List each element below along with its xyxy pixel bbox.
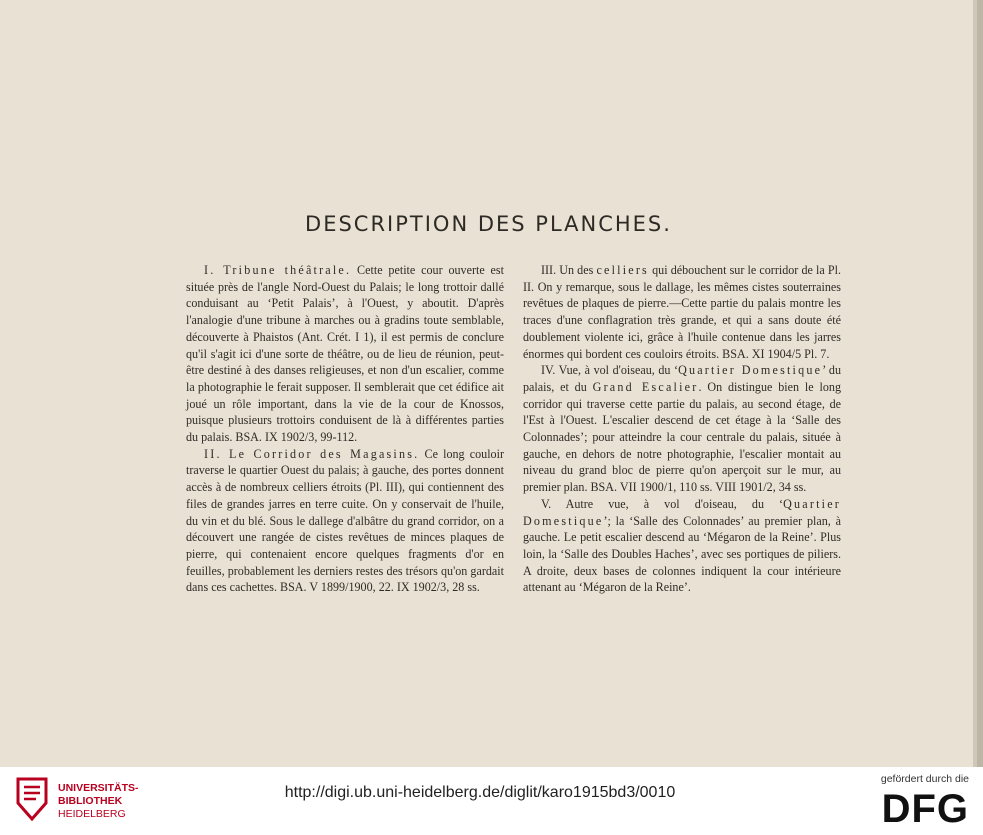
plate-mid: ’ du palais, et du [523, 363, 841, 394]
viewer-footer [0, 767, 983, 835]
plate-spaced-term: Quartier Domestique [523, 496, 841, 528]
plate-lead: IV. Vue, à vol d'oiseau, du ‘ [541, 363, 679, 378]
page-title: DESCRIPTION DES PLANCHES. [305, 212, 672, 237]
plate-text: ’; la ‘Salle des Colonnades’ au premier plan, à gauche. Le petit escalier descend au ‘Mégaron de la Reine’. Plus loin, la ‘Salle des Doubles Haches’, avec ses portiques de piliers. A droite, deux bases de colonnes indiquent la cour intérieure attenant au ‘Mégaron de la Reine’. [523, 513, 841, 595]
plate-heading: I. Tribune théâtrale. [204, 263, 352, 277]
plate-heading: II. Le Corridor des Magasins. [204, 446, 420, 461]
library-name[interactable] [58, 782, 139, 821]
paragraph-plate-4 [523, 362, 841, 496]
page-edge [973, 0, 977, 767]
plate-lead: V. Autre vue, à vol d'oiseau, du ‘ [541, 496, 784, 511]
plate-text: . On distingue bien le long corridor qui traverse cette partie du palais, au second étage, de l'Est à l'Ouest. L'escalier descend de cet étage à la ‘Salle des Colonnades’; pour atteindre la cour centrale du palais, située à gauche, en dehors de notre photographie, l'escalier montait au niveau du grand bloc de pierre qu'on aperçoit sur le mur, au premier plan. BSA. VII 1900/1, 110 ss. VIII 1901/2, 34 ss. [523, 379, 841, 495]
right-column [523, 262, 841, 596]
paragraph-plate-3 [523, 262, 841, 362]
library-line-2: BIBLIOTHEK [58, 795, 123, 807]
permalink-url[interactable]: http://digi.ub.uni-heidelberg.de/diglit/karo1915bd3/0010 [284, 784, 676, 801]
plate-lead: III. Un des [541, 263, 597, 277]
plate-spaced-term: Grand Escalier [592, 379, 699, 394]
paragraph-plate-1 [186, 262, 504, 446]
left-column [186, 262, 504, 596]
plate-text: Cette petite cour ouverte est située près de l'angle Nord-Ouest du Palais; le long trottoir dallé conduisant au ‘Petit Palais’, à l'Ouest, y aboutit. D'après l'analogie d'une tribune à marches ou à gradins toute semblable, découverte à Phaistos (Ant. Crét. I 1), il est permis de conclure qu'il s'agit ici d'une sorte de théâtre, ou de lieu de réunion, peut-être destiné à des danses religieuses, et non d'un escalier, comme la photographie le ferait supposer. Il semblerait que cet édifice ait joué un rôle important, dans la vie de la cour de Knossos, puisque plusieurs trottoirs conduisent de là à différentes parties du palais. BSA. IX 1902/3, 99-112. [186, 263, 504, 445]
plate-text: Ce long couloir traverse le quartier Ouest du palais; à gauche, des portes donnent accès à de nombreux celliers étroits (Pl. III), qui contiennent des files de grandes jarres en terre cuite. On y conservait de l'huile, du vin et du blé. Sous le dallege d'albâtre du grand corridor, on a découvert une rangée de cistes revêtues de minces plaques de pierre, qui contenaient encore quelques fragments d'or en feuilles, probablement les derniers restes des trésors qu'on gardait dans ces cachettes. BSA. V 1899/1900, 22. IX 1902/3, 28 ss. [186, 446, 504, 595]
funding-note: gefördert durch die [880, 773, 969, 785]
plate-spaced-term: celliers [596, 263, 649, 277]
library-line-1: UNIVERSITÄTS- [58, 782, 139, 794]
paragraph-plate-2 [186, 446, 504, 596]
plate-spaced-term: Quartier Domestique [678, 363, 823, 378]
library-line-3: HEIDELBERG [58, 808, 126, 820]
paragraph-plate-5 [523, 496, 841, 596]
university-library-logo-icon [12, 777, 52, 823]
dfg-logo[interactable]: DFG [881, 787, 969, 831]
plate-text: qui débouchent sur le corridor de la Pl. II. On y remarque, sous le dallage, les mêmes cistes souterraines revêtues de plaques de pierre.—Cette partie du palais montre les traces d'une conflagration très grande, et qui a sans doute été doublement violente ici, grâce à l'huile contenue dans les jarres énormes qui bordent ces couloirs étroits. BSA. XI 1904/5 Pl. 7. [523, 263, 841, 361]
